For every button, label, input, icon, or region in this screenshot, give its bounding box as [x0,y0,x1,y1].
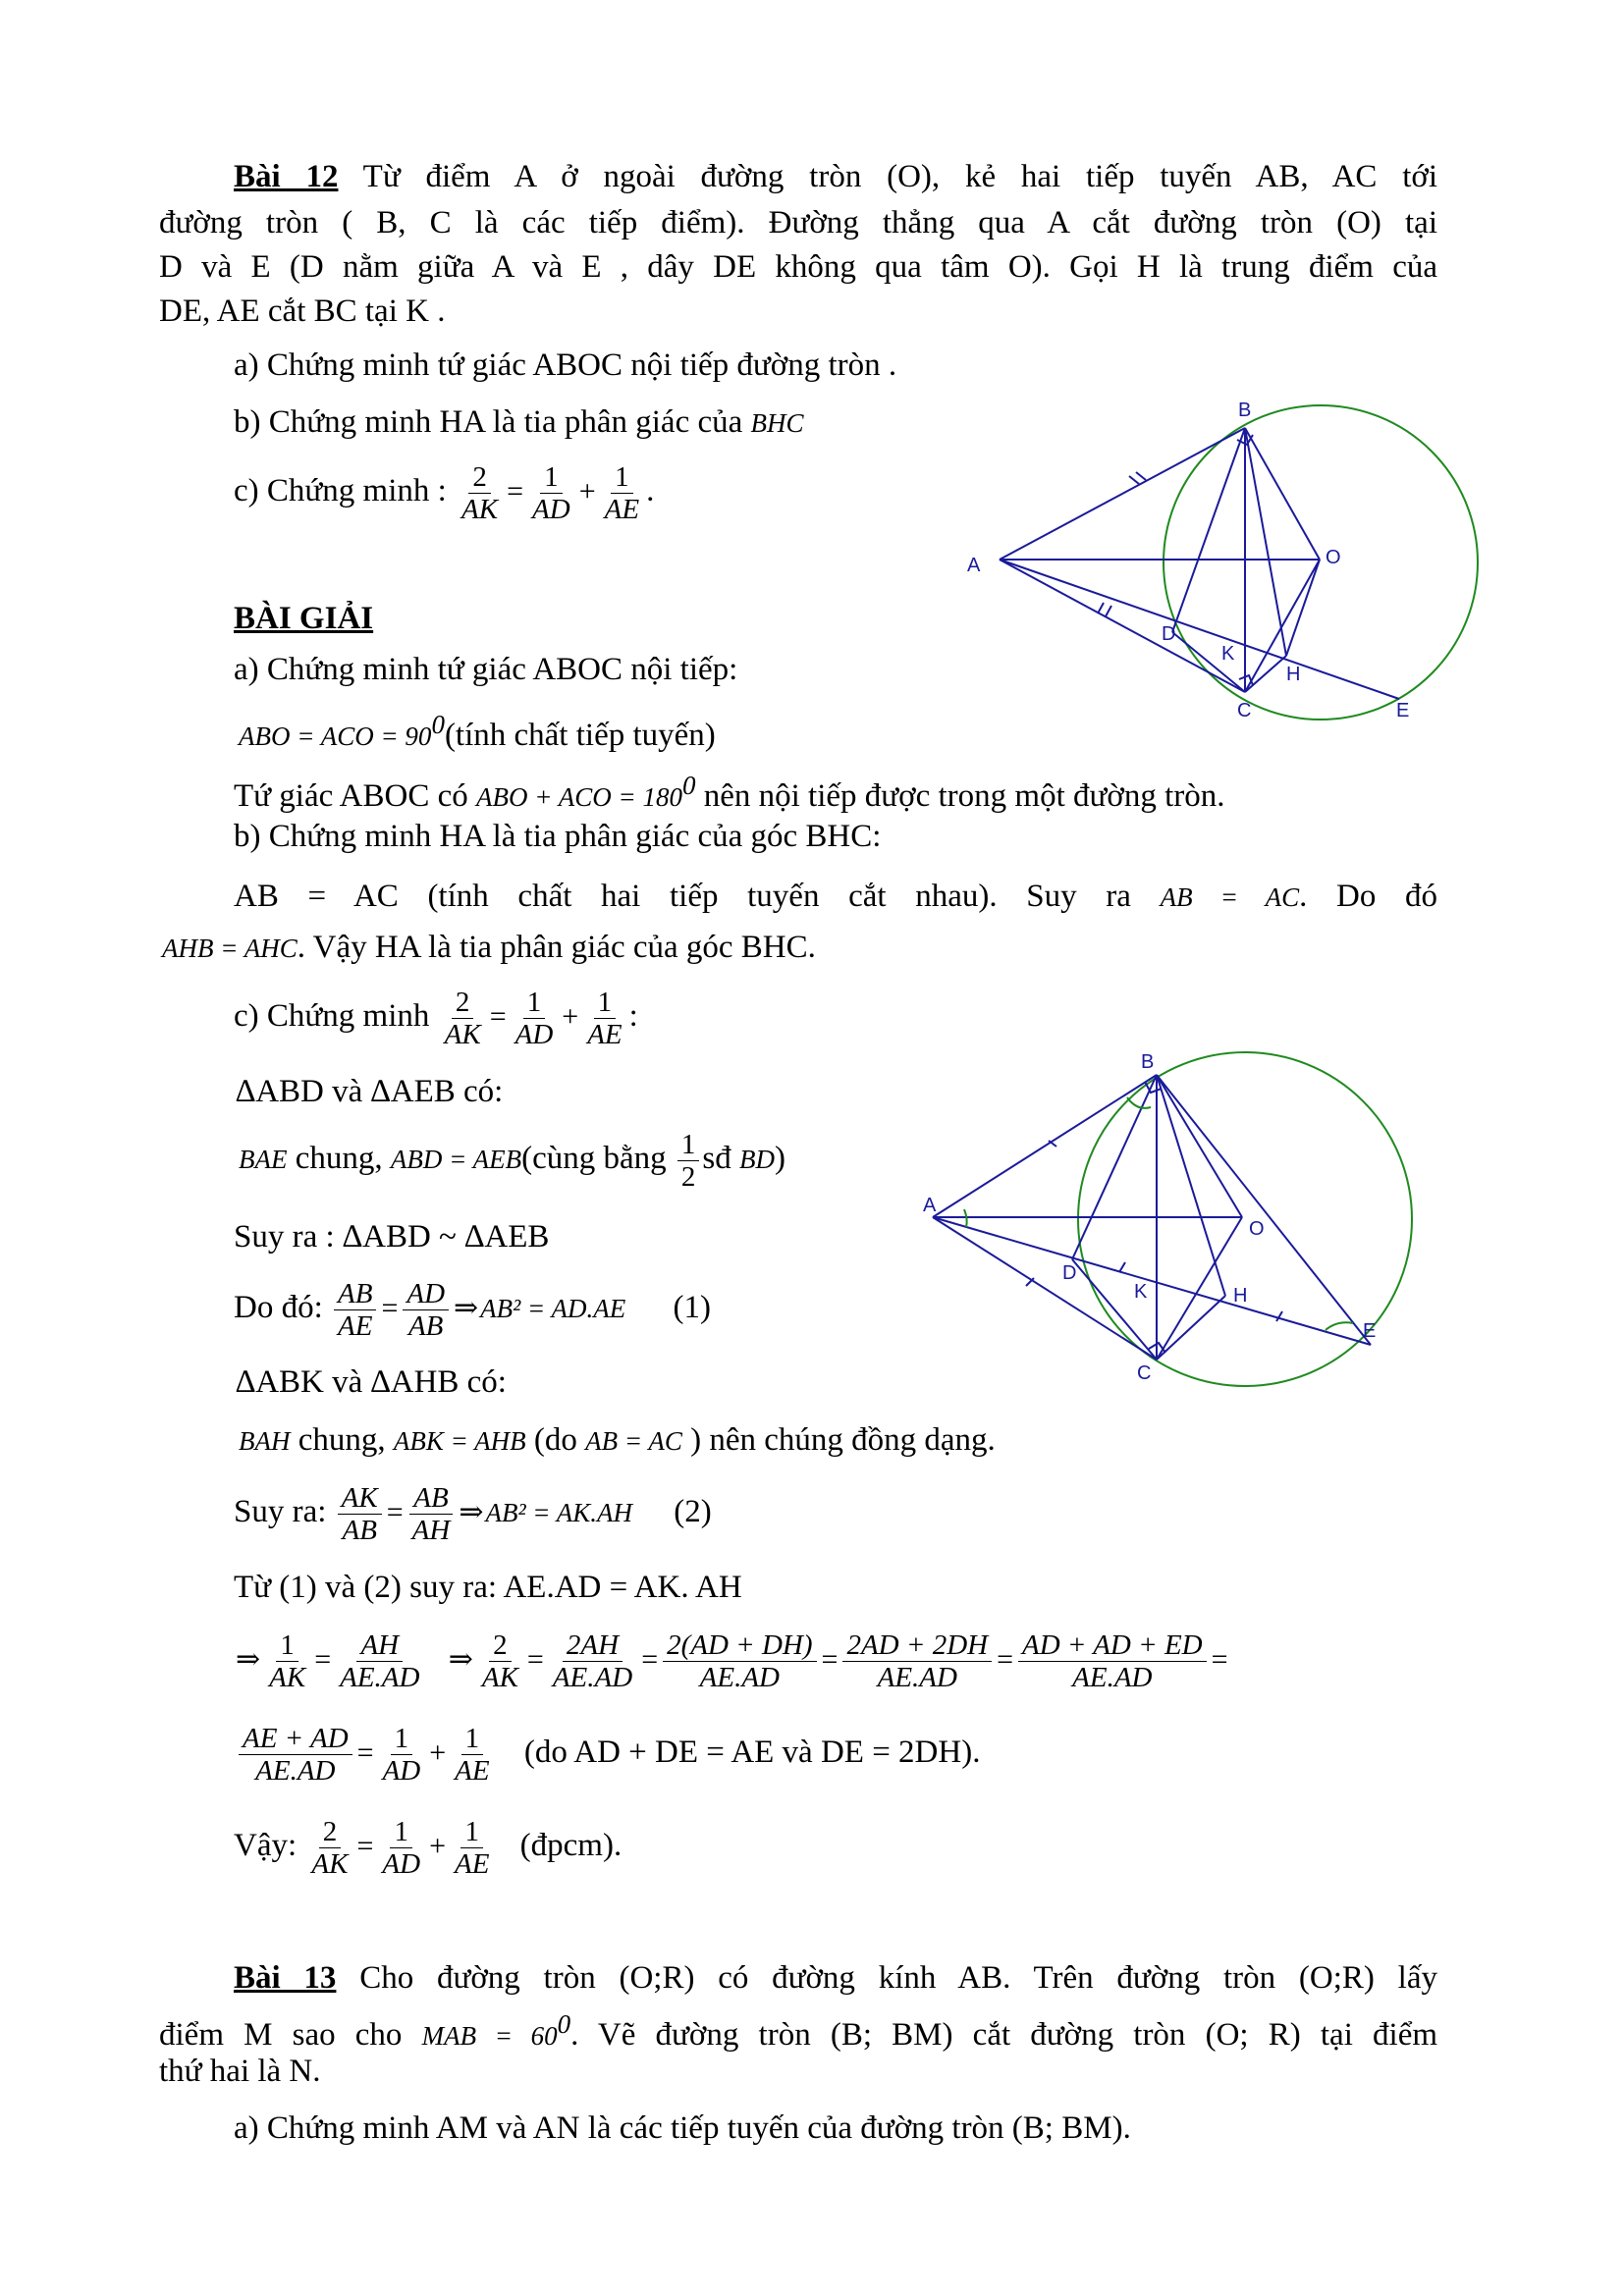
vay: Vậy: [234,1828,298,1863]
svg-text:E: E [1396,700,1410,721]
bai12-label: Bài 12 [234,159,339,194]
abd-note-a: (cùng bằng [521,1141,667,1176]
sol-a-eq-line [239,705,716,756]
bai12-part-b [234,402,804,443]
svg-text:K: K [1134,1281,1148,1303]
tri1: ABD và [255,1074,363,1109]
svg-text:B: B [1141,1051,1155,1073]
from12-line: Từ (1) và (2) suy ra: AE.AD = AK. AH [234,1570,742,1605]
bai12-part-c: c) Chứng minh : $\frac{2}{AK}$ = $\frac{1}{AD}$ + $\frac{1}{AE}$ . [234,460,655,525]
fraction-1-ad: $\frac{1}{AD}$ [532,460,570,525]
angle-bhc: BHC [750,408,804,438]
conclusion-line: Vậy: $\frac{2}{AK}$ = $\frac{1}{AD}$ + $\frac{1}{AE}$ (đpcm). [234,1815,623,1880]
bai13-label: Bài 13 [234,1960,337,1996]
sol-b-line2-text: . Vậy HA là tia phân giác của góc BHC. [297,930,816,965]
bai13-line2-eq: MAB = 60 [421,2021,558,2051]
tri-abk-ahb: ∆ABK và ∆AHB có: [236,1364,507,1400]
abk-note-eq: AB = AC [585,1426,682,1456]
svg-text:C: C [1137,1362,1152,1384]
abd-note-b: sđ [702,1141,731,1176]
similar-1b: ABD ~ [362,1219,457,1255]
svg-text:A: A [967,555,981,576]
common-word: chung, [295,1141,383,1176]
sol-a-eq2: ABO + ACO = 180 [476,782,682,812]
suyra2: Suy ra: [234,1494,327,1529]
abk-eq: ABK = AHB [393,1426,526,1456]
figure-1-diagram [952,388,1502,741]
svg-text:K: K [1221,643,1235,665]
eq2-rhs: AB² = AK.AH [485,1498,633,1527]
eq2-line: Suy ra: $\frac{AK}{AB}$ = $\frac{AB}{AH}$ ⇒AB² = AK.AH (2) [234,1481,712,1546]
sol-a-title: a) Chứng minh tứ giác ABOC nội tiếp: [234,652,738,687]
bai12-part-a: a) Chứng minh tứ giác ABOC nội tiếp đường tròn . [234,347,897,383]
sol-b-eq2: AHB = AHC [162,934,298,963]
solution-title: BÀI GIẢI [234,601,374,636]
svg-text:D: D [1162,623,1176,645]
sol-b-eq1: AB = AC [1160,882,1300,912]
bai13-line2-b: . Vẽ đường tròn (B; BM) cắt đường tròn (O; R) tại điểm [570,2017,1438,2053]
sol-a-eq2-sup: 0 [681,771,696,800]
abd-note-arc: BD [738,1145,775,1174]
chain-line-2: $\frac{AE + AD}{AE.AD}$ = $\frac{1}{AD}$ + $\frac{1}{AE}$ (do AD + DE = AE và DE = 2DH). [236,1713,980,1792]
svg-text:D: D [1062,1262,1077,1284]
svg-text:B: B [1238,400,1252,421]
bai13-line2-a: điểm M sao cho [159,2017,403,2053]
bai12-line-4: DE, AE cắt BC tại K . [159,294,446,329]
svg-text:H: H [1286,664,1301,685]
similar-1c: AEB [484,1219,550,1255]
tri2b: AHB có: [390,1364,507,1400]
fig2-circle [1078,1052,1412,1386]
svg-text:O: O [1326,547,1341,568]
svg-text:O: O [1249,1218,1265,1240]
bah-common: BAH [239,1426,291,1456]
bae-line: BAE chung, ABD = AEB(cùng bằng $\frac{1}{2}$ sđ BD) [239,1128,785,1193]
sol-a-eq-note: (tính chất tiếp tuyến) [444,718,716,753]
svg-text:C: C [1237,700,1252,721]
bai13-line-2 [159,2004,1437,2056]
svg-text:H: H [1233,1285,1248,1307]
svg-text:E: E [1363,1320,1377,1342]
sol-b-line1-text: AB = AC (tính chất hai tiếp tuyến cắt nhau). Suy ra [234,879,1131,914]
abk-note-a: (do [533,1422,577,1458]
fraction-2-ak: $\frac{2}{AK}$ [461,460,499,525]
abd-eq: ABD = AEB [390,1145,522,1174]
sol-a-text-1: Tứ giác ABOC có [234,778,468,814]
eq1-line: Do đó: $\frac{AB}{AE}$ = $\frac{AD}{AB}$ ⇒AB² = AD.AE (1) [234,1277,711,1342]
chain-line-1: ⇒ $\frac{1}{AK}$ = $\frac{AH}{AE.AD}$ ⇒ $\frac{2}{AK}$ = $\frac{2AH}{AE.AD}$ = $\frac{2(AD + DH)}{AE.AD}$ = $\frac{2AD + 2DH}{AE.AD}$ = $\frac{AD + AD + ED}{AE.AD}$ = [236,1629,1228,1693]
tri-abd-aeb: ∆ABD và ∆AEB có: [236,1074,504,1109]
similar-line-1: Suy ra : ∆ABD ~ ∆AEB [234,1219,550,1255]
dpcm: (đpcm). [519,1828,623,1863]
bai12-line-1 [234,157,1437,196]
svg-text:A: A [923,1195,937,1216]
eq1-num: (1) [673,1290,711,1325]
bai12-intro-1: Từ điểm A ở ngoài đường tròn (O), kẻ hai tiếp tuyến AB, AC tới [338,159,1437,194]
common-word-2: chung, [298,1422,386,1458]
sol-c-title-text: c) Chứng minh [234,998,430,1034]
sol-c-title: c) Chứng minh $\frac{2}{AK}$ = $\frac{1}{AD}$ + $\frac{1}{AE}$ : [234,986,638,1050]
bai12-part-b-text: b) Chứng minh HA là tia phân giác của [234,404,743,440]
eq1-rhs: AB² = AD.AE [480,1294,626,1323]
dodo: Do đó: [234,1290,323,1325]
sol-b-line1-end: . Do đó [1299,879,1437,914]
bai12-line-2: đường tròn ( B, C là các tiếp điểm). Đường thẳng qua A cắt đường tròn (O) tại [159,205,1437,240]
sol-a-text-2: nên nội tiếp được trong một đường tròn. [703,778,1225,814]
bai12-line-3: D và E (D nằm giữa A và E , dây DE không qua tâm O). Gọi H là trung điểm của [159,249,1437,285]
bai13-line-1 [234,1958,1437,1998]
bai13-line1-text: Cho đường tròn (O;R) có đường kính AB. Trên đường tròn (O;R) lấy [336,1960,1437,1996]
bai13-part-a: a) Chứng minh AM và AN là các tiếp tuyến của đường tròn (B; BM). [234,2110,1131,2146]
fraction-1-ae: $\frac{1}{AE}$ [604,460,640,525]
abk-note-b: ) nên chúng đồng dạng. [690,1422,996,1458]
sol-b-line-1 [234,877,1437,917]
bae-common: BAE [239,1145,288,1174]
sol-a-eq-sup: 0 [431,710,445,739]
similar-1: Suy ra : [234,1219,335,1255]
bah-line [239,1420,996,1461]
bai13-line-3: thứ hai là N. [159,2054,321,2089]
sol-a-conclusion [234,766,1225,817]
eq2-num: (2) [674,1494,712,1529]
sol-b-line-2 [162,928,816,968]
bai13-line2-sup: 0 [557,2009,571,2039]
tri2: ABK và [255,1364,363,1400]
figure-2-diagram [913,1041,1424,1404]
tri1b: AEB có: [390,1074,504,1109]
sol-b-title: b) Chứng minh HA là tia phân giác của góc BHC: [234,819,882,854]
sol-a-eq: ABO = ACO = 90 [239,721,432,751]
bai12-part-c-text: c) Chứng minh : [234,473,447,508]
final-note: (do AD + DE = AE và DE = 2DH). [523,1735,981,1770]
